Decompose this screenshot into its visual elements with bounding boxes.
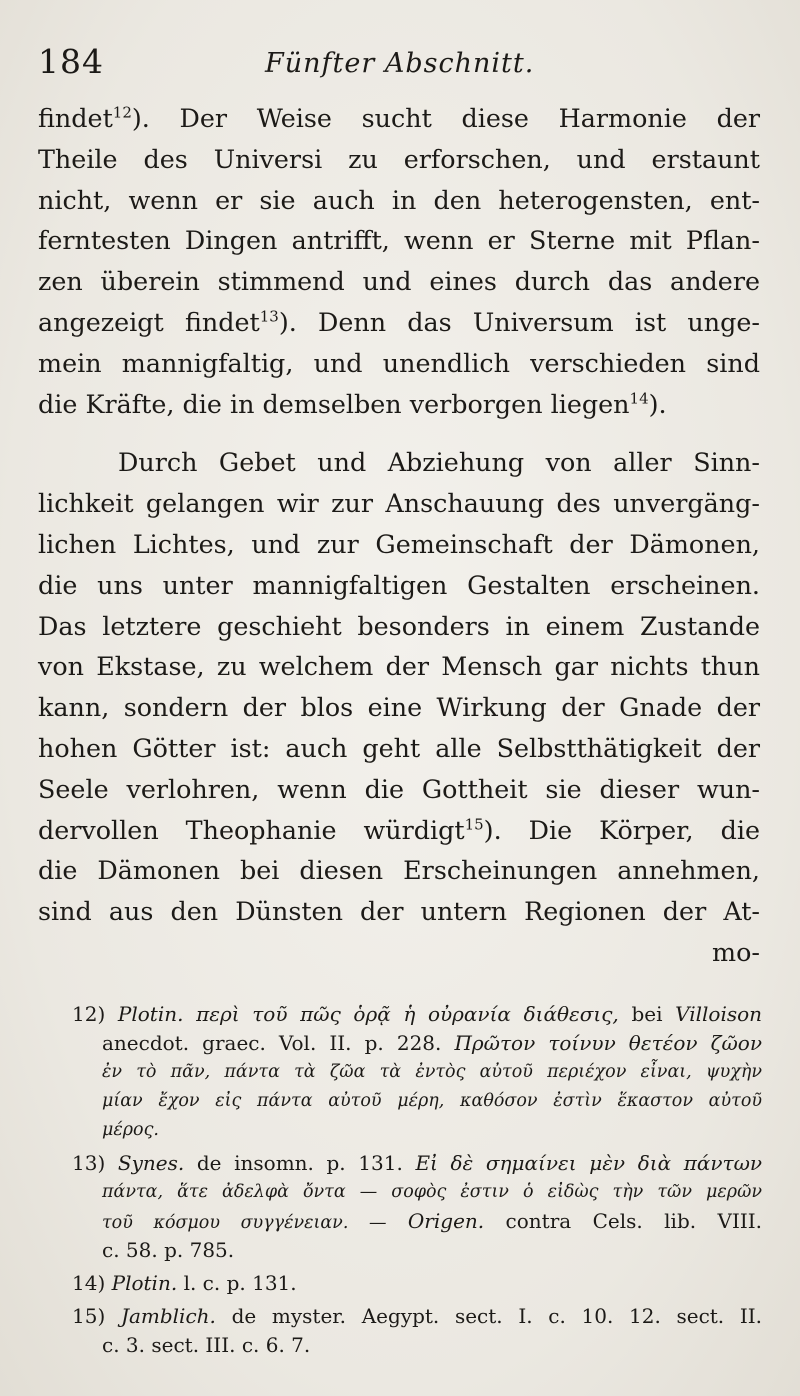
footnote-13: [72, 1149, 762, 1265]
footnote-marker: 13): [72, 1151, 106, 1175]
text-segment: die Dämonen bei diesen Erscheinungen annehmen,: [38, 855, 760, 886]
footnote-text: c. 58. p. 785.: [102, 1238, 235, 1262]
text-segment: lichen Lichtes, und zur Gemeinschaft der Dämonen,: [38, 528, 760, 559]
text-segment: ). Der Weise sucht diese Harmonie der: [131, 103, 760, 133]
text-line: [38, 565, 760, 606]
footnote-reference: 15: [464, 815, 484, 834]
text-segment: Seele verlohren, wenn die Gottheit sie dieser wun-: [38, 773, 760, 804]
footnote-12: [72, 1000, 762, 1145]
running-head: Fünfter Abschnitt.: [265, 48, 535, 79]
footnotes: [72, 1000, 762, 1360]
text-line: [38, 524, 760, 565]
text-segment: nicht, wenn er sie auch in den heterogensten, ent-: [38, 184, 760, 215]
footnote-text: contra Cels. lib. VIII.: [505, 1209, 763, 1233]
footnote-author: Plotin.: [117, 1002, 184, 1026]
footnote-14: [72, 1269, 762, 1298]
main-text: [38, 98, 760, 973]
text-line: [38, 646, 760, 687]
text-line: [38, 343, 760, 384]
greek-text: μέρος.: [102, 1120, 159, 1140]
paragraph-2: [38, 442, 760, 932]
text-segment: ). Die Körper, die: [483, 814, 760, 845]
text-line: [38, 483, 760, 524]
footnote-marker: 15): [72, 1304, 106, 1328]
text-segment: Durch Gebet und Abziehung von aller Sinn-: [118, 447, 760, 478]
greek-text: τοῦ κόσμου συγγένειαν. —: [102, 1213, 387, 1233]
text-line: [38, 98, 760, 139]
text-segment: die uns unter mannigfaltigen Gestalten erscheinen.: [38, 569, 760, 600]
greek-text: μίαν ἔχον εἰς πάντα αὐτοῦ μέρη, καθόσον ἐστὶν ἕκαστον αὐτοῦ: [102, 1091, 762, 1111]
footnote-text: bei: [631, 1002, 663, 1026]
text-segment: zen überein stimmend und eines durch das andere: [38, 266, 760, 297]
footnote-text: l. c. p. 131.: [183, 1271, 297, 1295]
footnote-marker: 14): [72, 1271, 106, 1295]
text-segment: Theile des Universi zu erforschen, und erstaunt: [38, 143, 760, 174]
text-line: [38, 384, 760, 425]
page-number: 184: [38, 42, 104, 81]
text-line: [38, 687, 760, 728]
text-line: [38, 220, 760, 261]
text-segment: mein mannigfaltig, und unendlich verschieden sind: [38, 347, 760, 378]
text-line: [38, 769, 760, 810]
text-segment: ).: [648, 388, 667, 419]
text-segment: hohen Götter ist: auch geht alle Selbstthätigkeit der: [38, 732, 760, 763]
text-line: [38, 302, 760, 343]
text-line: [38, 261, 760, 302]
footnote-text: de myster. Aegypt. sect. I. c. 10. 12. sect. II.: [231, 1304, 763, 1328]
greek-text: πάντα, ἅτε ἀδελφὰ ὄντα — σοφὸς ἐστιν ὁ εἰδὼς τὴν τῶν μερῶν: [102, 1182, 762, 1202]
footnote-text: de insomn. p. 131.: [196, 1151, 403, 1175]
text-segment: ferntesten Dingen antrifft, wenn er Sterne mit Pflan-: [38, 225, 760, 256]
footnote-author: Synes.: [117, 1151, 185, 1175]
text-line: [38, 891, 760, 932]
text-segment: ). Denn das Universum ist unge-: [278, 306, 760, 337]
text-segment: die Kräfte, die in demselben verborgen liegen: [38, 388, 630, 419]
text-line: [38, 850, 760, 891]
footnote-author: Plotin.: [111, 1271, 178, 1295]
text-segment: angezeigt findet: [38, 306, 260, 337]
text-segment: sind aus den Dünsten der untern Regionen der At-: [38, 896, 760, 927]
text-segment: lichkeit gelangen wir zur Anschauung des unvergäng-: [38, 488, 760, 519]
text-segment: kann, sondern der blos eine Wirkung der Gnade der: [38, 692, 760, 723]
text-segment: von Ekstase, zu welchem der Mensch gar nichts thun: [38, 651, 760, 682]
text-line: [38, 810, 760, 851]
footnote-reference: 12: [112, 103, 132, 122]
paragraph-1: [38, 98, 760, 424]
footnote-reference: 14: [629, 389, 649, 408]
footnote-author: Origen.: [407, 1209, 485, 1233]
text-line: [38, 442, 760, 483]
footnote-text: c. 3. sect. III. c. 6. 7.: [102, 1333, 311, 1357]
greek-text: Πρῶτον τοίνυν θετέον ζῶον: [454, 1031, 762, 1055]
text-segment: dervollen Theophanie würdigt: [38, 814, 465, 845]
text-segment: findet: [38, 103, 113, 133]
footnote-author: Jamblich.: [120, 1304, 216, 1328]
page-header: [30, 40, 770, 84]
text-line: [38, 180, 760, 221]
footnote-15: [72, 1302, 762, 1360]
text-line: [38, 139, 760, 180]
footnote-text: anecdot. graec. Vol. II. p. 228.: [102, 1031, 442, 1055]
footnote-marker: 12): [72, 1002, 106, 1026]
footnote-author: Villoison: [675, 1002, 763, 1026]
text-line: [38, 728, 760, 769]
catchword: mo-: [712, 936, 760, 967]
footnote-reference: 13: [259, 307, 279, 326]
greek-text: ἐν τὸ πᾶν, πάντα τὰ ζῶα τὰ ἐντὸς αὐτοῦ περιέχον εἶναι, ψυχὴν: [102, 1062, 762, 1082]
text-segment: Das letztere geschieht besonders in einem Zustande: [38, 610, 760, 641]
greek-text: περὶ τοῦ πῶς ὁρᾷ ἡ οὐρανία διάθεσις,: [196, 1002, 619, 1026]
text-line: [38, 606, 760, 647]
greek-text: Εἰ δὲ σημαίνει μὲν διὰ πάντων: [415, 1151, 763, 1175]
